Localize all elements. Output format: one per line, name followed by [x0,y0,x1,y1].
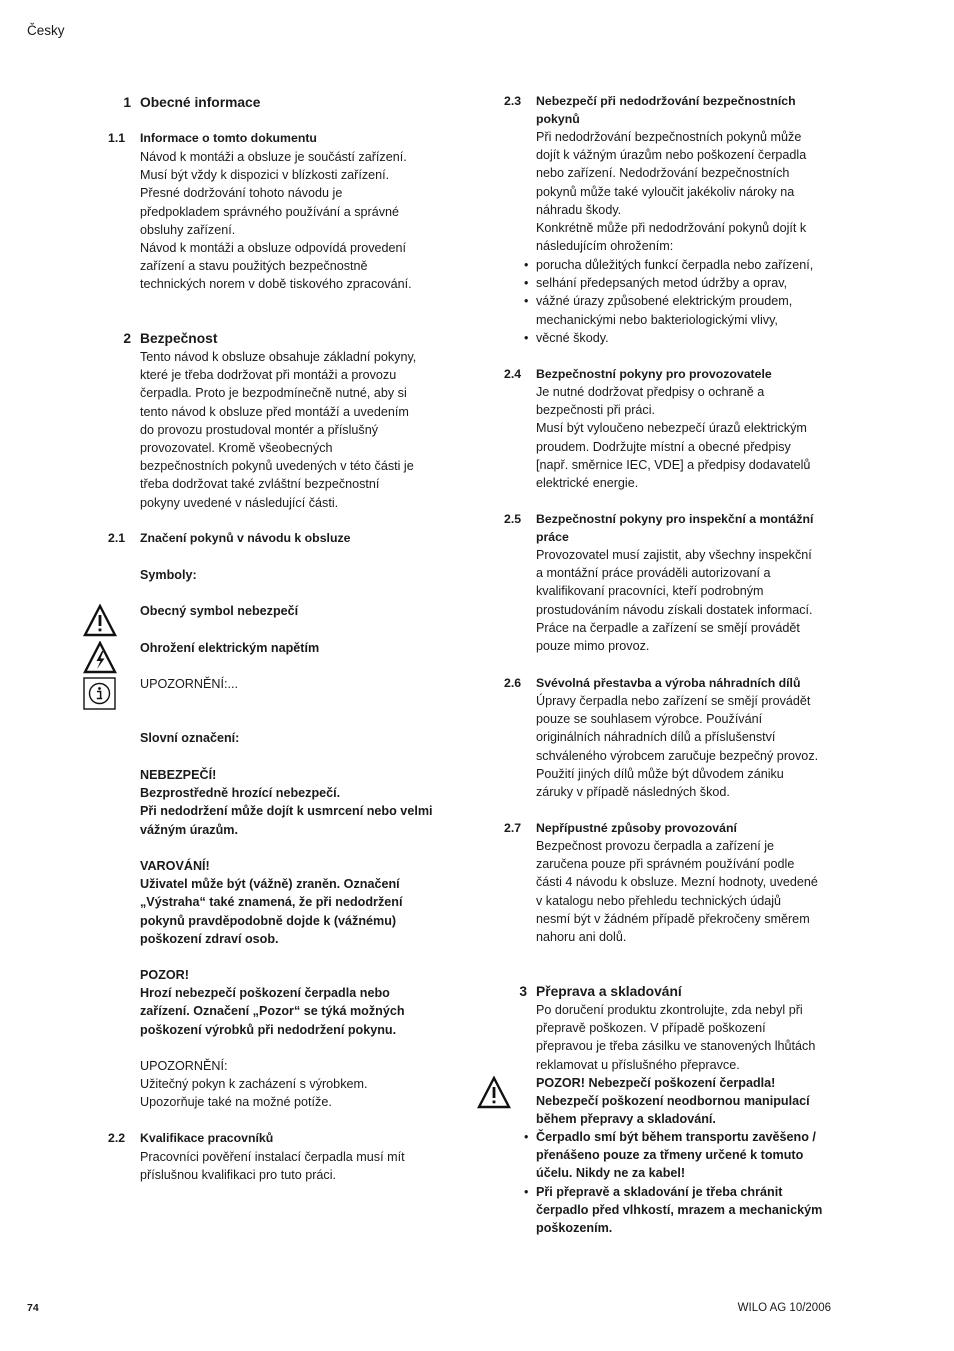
text-line: obsluhy zařízení. [140,222,236,237]
text-line: následujícím ohrožením: [536,239,674,254]
text-line: reklamovat u příslušného přepravce. [536,1057,740,1072]
text-line: [např. směrnice IEC, VDE] a předpisy dodavatelů [536,457,811,472]
text-line: záruky v případě následných škod. [536,785,730,799]
text-line: originálních náhradních dílů a příslušenství [536,730,776,745]
text-line: třeba dodržovat také zvláštní bezpečnostní [140,477,380,492]
transport-danger-warning-icon [477,1076,511,1109]
text-line: Návod k montáži a obsluze odpovídá provedení [140,241,407,255]
section-number: 2 [123,331,131,346]
bold-text-line: Při nedodržení může dojít k usmrcení nebo velmi [140,804,433,819]
bold-text-line: Hrozí nebezpečí poškození čerpadla nebo [140,986,390,1001]
text-line: UPOZORNĚNÍ: [140,1059,228,1073]
list-item-line: Při přepravě a skladování je třeba chránit [536,1184,783,1199]
section-heading: Bezpečnost [140,331,218,346]
bold-text-line: „Výstraha“ také znamená, že při nedodržení [140,895,403,910]
bold-text-line: POZOR! Nebezpečí poškození čerpadla! [536,1076,776,1090]
text-line: zaručena pouze při správném používání podle [536,857,795,872]
bold-text-line: zařízení. Označení „Pozor“ se týká možných [140,1004,405,1019]
text-line: v katalogu nebo přehledu technických údajů [536,893,782,908]
text-line: Upozorňuje také na možné potíže. [140,1095,332,1110]
text-line: pokynů může také vyloučit jakékoliv nároky na [536,184,795,199]
text-line: Bezpečnost provozu čerpadla a zařízení je [536,839,775,853]
bold-text-line: poškození zdraví osob. [140,931,279,946]
text-line: přepravě poškozen. V případě poškození [536,1021,766,1036]
text-line: zařízení a stavu použitých bezpečnostně [140,259,368,274]
section-heading: Obecné informace [140,95,261,110]
bullet-icon: • [524,276,529,291]
bullet-icon: • [524,258,529,272]
list-item-line: vážné úrazy způsobené elektrickým proudem, [536,294,793,309]
bold-text-line: Symboly: [140,568,197,582]
electrical-voltage-warning-icon [83,641,117,674]
text-line: nahoru ani dolů. [536,930,627,944]
bold-text-line: POZOR! [140,968,189,982]
subsection-heading: Svévolná přestavba a výroba náhradních dílů [536,676,801,690]
text-line: Je nutné dodržovat předpisy o ochraně a [536,385,765,399]
bold-text-line: VAROVÁNÍ! [140,859,210,873]
text-line: bezpečnostních pokynů uvedených v této části je [140,459,414,474]
bold-text-line: Bezprostředně hrozící nebezpečí. [140,786,341,801]
text-line: čerpadla. Proto je bezpodmínečně nutné, aby si [140,386,407,401]
text-line: Konkrétně může při nedodržování pokynů dojít k [536,221,807,235]
bold-text-line: Nebezpečí poškození neodbornou manipulací [536,1094,810,1109]
text-line: bezpečnosti při práci. [536,403,656,418]
text-line: které je třeba dodržovat při montáži a provozu [140,368,397,383]
text-line: Musí být vyloučeno nebezpečí úrazů elektrickým [536,421,807,436]
subsection-heading: Bezpečnostní pokyny pro inspekční a montážní [536,512,814,526]
text-line: Pracovníci pověření instalací čerpadla musí mít [140,1150,405,1164]
bold-text-line: Ohrožení elektrickým napětím [140,641,320,655]
list-item-line: mechanickými nebo bakteriologickými vlivy, [536,312,778,327]
list-item-line: účelu. Nikdy ne za kabel! [536,1166,686,1181]
section-number: 2.4 [504,367,522,381]
text-line: Provozovatel musí zajistit, aby všechny inspekční [536,548,812,562]
text-line: Přesné dodržování tohoto návodu je [140,186,343,201]
bold-text-line: vážným úrazům. [140,822,238,837]
text-line: prostudováním návodu získali dostatek informací. [536,602,813,617]
text-line: UPOZORNĚNÍ:... [140,677,238,691]
subsection-heading: Bezpečnostní pokyny pro provozovatele [536,367,772,381]
text-line: Musí být vždy k dispozici v blízkosti zařízení. [140,168,390,183]
bold-text-line: pokynů pravděpodobně dojde k (vážnému) [140,913,397,928]
text-line: části 4 návodu k obsluze. Mezní hodnoty, uvedené [536,875,818,890]
text-line: pouze mimo provoz. [536,639,650,653]
subsection-heading: Značení pokynů v návodu k obsluze [140,531,351,545]
section-heading: Přeprava a skladování [536,984,682,999]
footer-publisher: WILO AG 10/2006 [737,1302,831,1314]
text-line: nebo zařízení. Nedodržování bezpečnostních [536,166,790,181]
subsection-heading: Nebezpečí při nedodržování bezpečnostních [536,94,796,108]
bold-text-line: poškození výrobků při nedodržení pokynu. [140,1022,397,1037]
section-number: 2.3 [504,94,522,108]
bullet-icon: • [524,1130,529,1144]
text-line: Po doručení produktu zkontrolujte, zda nebyl při [536,1003,803,1017]
subsection-heading: práce [536,530,569,545]
text-line: a montážní práce prováděli autorizovaní a [536,566,771,581]
text-line: nesmí být v žádném případě překročeny směrem [536,911,810,926]
text-line: elektrické energie. [536,476,639,490]
section-number: 1.1 [108,131,126,145]
text-line: přepravou je třeba zásilku ve stanovených lhůtách [536,1039,816,1054]
text-line: kvalifikovaní pracovníci, kteří podrobným [536,584,764,599]
text-line: příslušnou kvalifikaci pro tuto práci. [140,1168,336,1183]
text-line: provozovatel. Kromě všeobecných [140,441,333,455]
section-number: 3 [519,984,527,999]
page-number: 74 [27,1302,39,1314]
text-line: technických norem v době tiskového zpracování. [140,277,412,292]
section-number: 2.5 [504,512,522,526]
section-number: 2.2 [108,1131,126,1145]
bold-text-line: Obecný symbol nebezpečí [140,604,299,618]
text-line: dojít k vážným úrazům nebo poškození čerpadla [536,148,807,163]
subsection-heading: Nepřípustné způsoby provozování [536,821,737,835]
bold-text-line: Uživatel může být (vážně) zraněn. Označení [140,877,400,892]
language-label: Česky [27,23,65,38]
info-notice-icon [83,677,116,710]
text-line: Užitečný pokyn k zacházení s výrobkem. [140,1077,368,1092]
list-item-line: poškozením. [536,1221,613,1235]
text-line: schváleného výrobcem zaručuje bezpečný provoz. [536,748,819,763]
general-danger-warning-icon [83,604,117,637]
bold-text-line: během přepravy a skladování. [536,1112,716,1127]
list-item-line: věcné škody. [536,330,609,345]
text-line: předpokladem správného používání a správné [140,204,400,219]
text-line: tento návod k obsluze před montáží a uvedením [140,404,409,419]
section-number: 2.7 [504,821,522,835]
bold-text-line: Slovní označení: [140,731,240,745]
text-line: Při nedodržování bezpečnostních pokynů může [536,130,802,144]
list-item-line: selhání předepsaných metod údržby a oprav, [536,276,788,291]
section-number: 2.1 [108,531,126,545]
text-line: Úpravy čerpadla nebo zařízení se smějí provádět [536,694,811,708]
section-number: 1 [123,95,131,110]
list-item-line: Čerpadlo smí být během transportu zavěšeno / [536,1130,816,1144]
list-item-line: čerpadlo před vlhkostí, mrazem a mechanickým [536,1202,823,1217]
list-item-line: porucha důležitých funkcí čerpadla nebo zařízení, [536,258,814,272]
text-line: náhradu škody. [536,202,622,217]
text-line: Práce na čerpadle a zařízení se smějí provádět [536,620,800,635]
text-line: Použití jiných dílů může být důvodem zániku [536,766,784,781]
text-line: Tento návod k obsluze obsahuje základní pokyny, [140,350,417,364]
text-line: proudem. Dodržujte místní a obecné předpisy [536,439,791,454]
subsection-heading: Informace o tomto dokumentu [140,131,317,145]
bold-text-line: NEBEZPEČÍ! [140,768,217,782]
subsection-heading: Kvalifikace pracovníků [140,1131,274,1145]
section-number: 2.6 [504,676,522,690]
subsection-heading: pokynů [536,112,580,127]
text-line: pouze se souhlasem výrobce. Používání [536,712,763,727]
text-line: Návod k montáži a obsluze je součástí zařízení. [140,150,407,164]
bullet-icon: • [524,294,529,309]
text-line: pokyny uvedené v následující části. [140,495,339,510]
list-item-line: přenášeno pouze za třmeny určené k tomuto [536,1148,804,1163]
bullet-icon: • [524,1184,529,1199]
text-line: do provozu prostudoval montér a příslušný [140,422,379,437]
bullet-icon: • [524,330,529,345]
